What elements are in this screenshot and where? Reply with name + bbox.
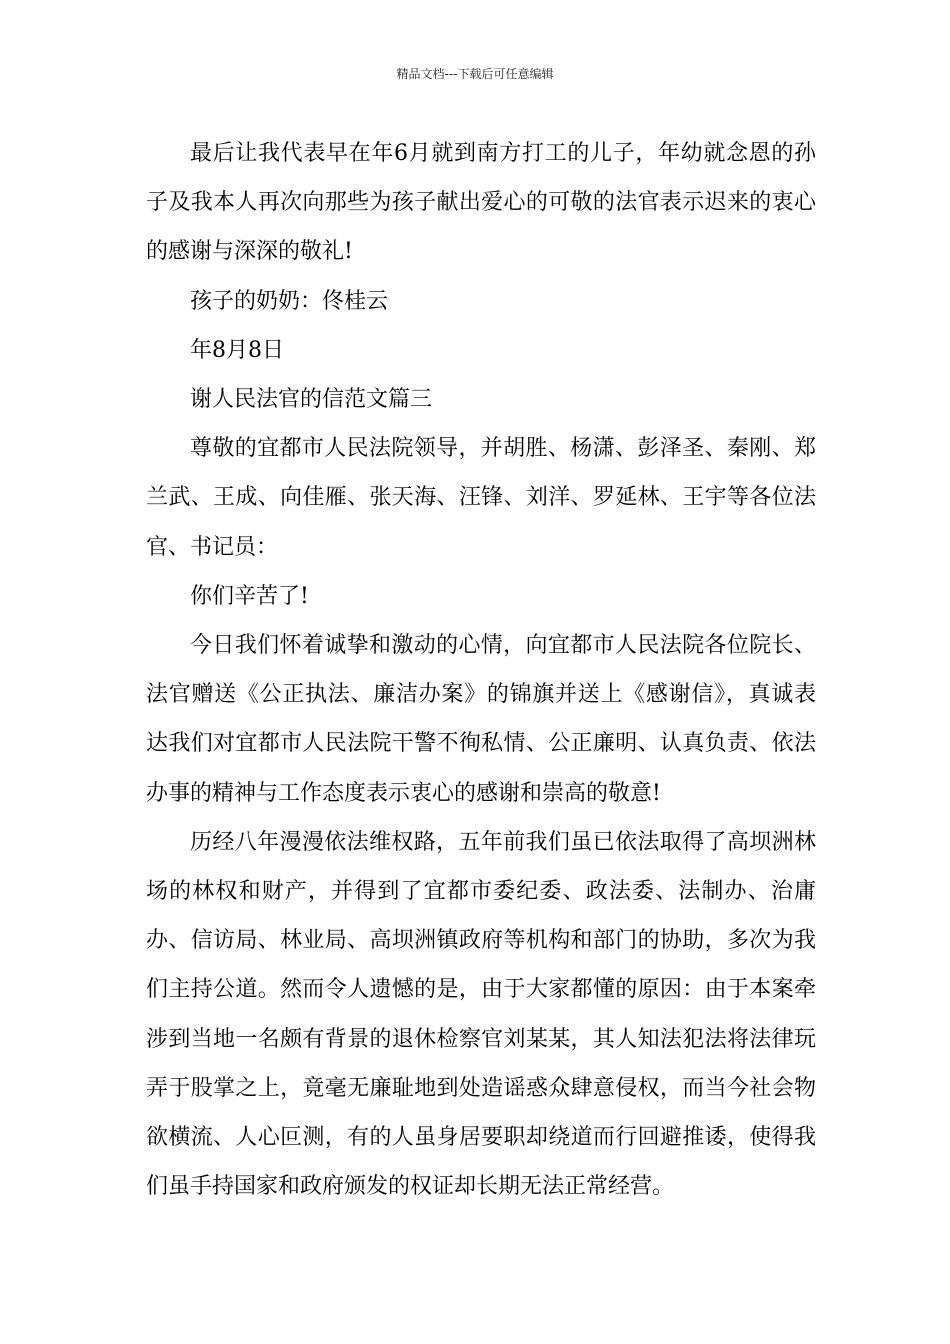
page-header: 精品文档---下载后可任意编辑 xyxy=(396,67,554,81)
section-title: 谢人民法官的信范文篇三 xyxy=(190,387,433,413)
paragraph-salutation: 尊敬的宜都市人民法院领导，并胡胜、杨潇、彭泽圣、秦刚、郑兰武、王成、向佳雁、张天海、汪锋、刘洋、罗延林、王宇等各位法官、书记员： xyxy=(146,436,816,560)
paragraph-gratitude: 今日我们怀着诚挚和激动的心情，向宜都市人民法院各位院长、法官赠送《公正执法、廉洁办案》的锦旗并送上《感谢信》，真诚表达我们对宜都市人民法院干警不徇私情、公正廉明、认真负责、依法办事的精神与工作态度表示衷心的感谢和崇高的敬意! xyxy=(146,633,816,806)
date-line: 年8月8日 xyxy=(190,337,284,363)
paragraph-greeting: 你们辛苦了! xyxy=(190,583,309,609)
paragraph-closing-thanks: 最后让我代表早在年6月就到南方打工的儿子，年幼就念恩的孙子及我本人再次向那些为孩子献出爱心的可敬的法官表示迟来的衷心的感谢与深深的敬礼! xyxy=(146,141,816,265)
signature-line: 孩子的奶奶：佟桂云 xyxy=(190,288,389,314)
paragraph-history: 历经八年漫漫依法维权路，五年前我们虽已依法取得了高坝洲林场的林权和财产，并得到了宜都市委纪委、政法委、法制办、治庸办、信访局、林业局、高坝洲镇政府等机构和部门的协助，多次为我们主持公道。然而令人遗憾的是，由于大家都懂的原因：由于本案牵涉到当地一名颇有背景的退休检察官刘某某，其人知法犯法将法律玩弄于股掌之上，竟毫无廉耻地到处造谣惑众肆意侵权，而当今社会物欲横流、人心叵测，有的人虽身居要职却绕道而行回避推诿，使得我们虽手持国家和政府颁发的权证却长期无法正常经营。 xyxy=(146,829,816,1200)
document-body xyxy=(146,129,816,1211)
